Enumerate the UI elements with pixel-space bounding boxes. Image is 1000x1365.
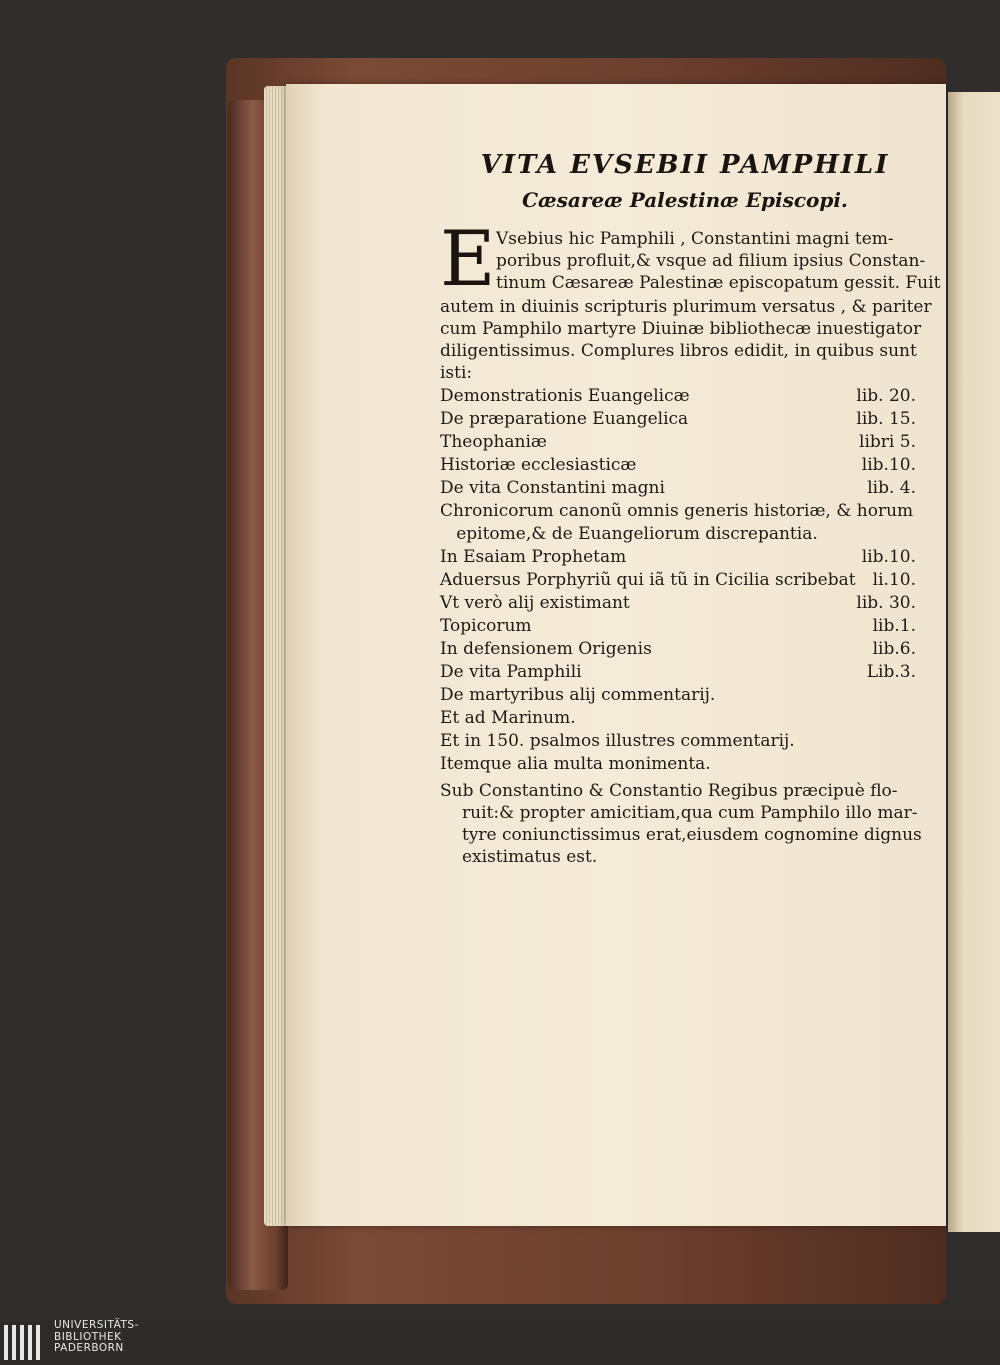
library-name-line: UNIVERSITÄTS-: [54, 1319, 139, 1331]
work-entry: [440, 754, 920, 776]
work-count: lib.1.: [872, 616, 916, 636]
work-title: Chronicorum canonũ omnis generis historiæ, & horum: [440, 501, 914, 521]
work-title: De vita Pamphili: [440, 662, 582, 682]
closing-line: existimatus est.: [462, 847, 598, 867]
work-entry: [440, 708, 920, 730]
closing-line: ruit:& propter amicitiam,qua cum Pamphilo illo mar-: [462, 803, 918, 823]
work-entry: [440, 593, 920, 615]
library-name: [54, 1320, 139, 1355]
work-count: lib. 30.: [856, 593, 916, 613]
work-title: De vita Constantini magni: [440, 478, 665, 498]
closing-line: Sub Constantino & Constantio Regibus præcipuè flo-: [440, 781, 898, 801]
work-entry: [440, 616, 920, 638]
work-entry: [440, 409, 920, 431]
work-count: Lib.3.: [866, 662, 916, 682]
body-line: diligentissimus. Complures libros edidit, in quibus sunt: [440, 341, 917, 361]
work-title: Demonstrationis Euangelicæ: [440, 386, 690, 406]
work-entry: [440, 386, 920, 408]
work-count: lib.6.: [872, 639, 916, 659]
closing-line: tyre coniunctissimus erat,eiusdem cognomine dignus: [462, 825, 922, 845]
work-entry: [440, 731, 920, 753]
page-edges: [264, 86, 288, 1226]
work-entry: [440, 570, 920, 592]
work-title: Aduersus Porphyriũ qui iã tũ in Cicilia scribebat: [440, 570, 856, 590]
library-name-line: BIBLIOTHEK: [54, 1330, 122, 1343]
work-entry: [440, 501, 920, 523]
work-entry: [440, 524, 920, 546]
work-count: lib.10.: [861, 547, 916, 567]
work-title: De martyribus alij commentarij.: [440, 685, 716, 705]
work-title: Historiæ ecclesiasticæ: [440, 455, 637, 475]
work-count: lib. 15.: [856, 409, 916, 429]
work-title: In Esaiam Prophetam: [440, 547, 627, 567]
work-title: Et ad Marinum.: [440, 708, 576, 728]
work-entry: [440, 547, 920, 569]
work-count: lib. 20.: [856, 386, 916, 406]
work-title: Theophaniæ: [440, 432, 547, 452]
library-name-line: PADERBORN: [54, 1342, 124, 1354]
work-entry: [440, 685, 920, 707]
facing-page-edge: [948, 92, 1000, 1232]
work-title: Topicorum: [440, 616, 532, 636]
work-count: lib. 4.: [867, 478, 916, 498]
work-entry: [440, 639, 920, 661]
intro-line: tinum Cæsareæ Palestinæ episcopatum gessit. Fuit: [496, 273, 941, 293]
footer-bar: [0, 1318, 1000, 1365]
page-title: VITA EVSEBII PAMPHILI: [480, 150, 890, 180]
work-entry: [440, 662, 920, 684]
work-title: Vt verò alij existimant: [440, 593, 630, 613]
work-count: li.10.: [872, 570, 916, 590]
work-count: libri 5.: [859, 432, 916, 452]
work-title: De præparatione Euangelica: [440, 409, 689, 429]
intro-line: poribus profluit,& vsque ad filium ipsius Constan-: [496, 251, 926, 271]
library-logo-icon: [2, 1318, 46, 1364]
work-title: Et in 150. psalmos illustres commentarij.: [440, 731, 795, 751]
page-subtitle: Cæsareæ Palestinæ Episcopi.: [522, 188, 848, 212]
work-entry: [440, 455, 920, 477]
work-entry: [440, 432, 920, 454]
body-line: isti:: [440, 363, 473, 383]
body-line: autem in diuinis scripturis plurimum versatus , & pariter: [440, 297, 932, 317]
intro-line: Vsebius hic Pamphili , Constantini magni tem-: [496, 229, 894, 249]
work-title: In defensionem Origenis: [440, 639, 652, 659]
body-line: cum Pamphilo martyre Diuinæ bibliothecæ inuestigator: [440, 319, 922, 339]
work-title: epitome,& de Euangeliorum discrepantia.: [440, 524, 818, 544]
work-title: Itemque alia multa monimenta.: [440, 754, 711, 774]
work-count: lib.10.: [861, 455, 916, 475]
drop-cap: E: [440, 214, 496, 303]
work-entry: [440, 478, 920, 500]
